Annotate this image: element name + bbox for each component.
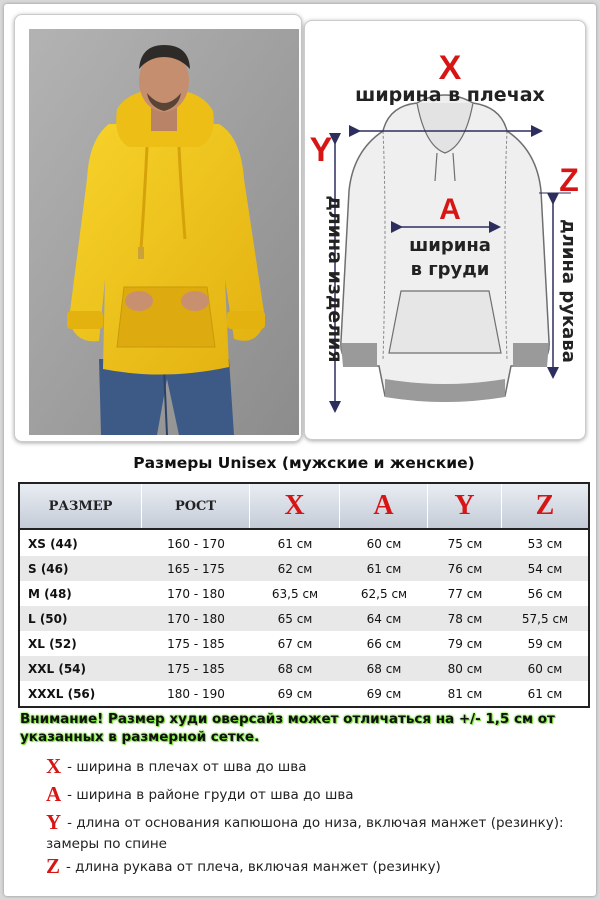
- z-letter: Z: [559, 162, 579, 198]
- table-row: [20, 606, 588, 631]
- legend-item-z: [46, 856, 566, 878]
- cell-y: 78 см: [447, 611, 483, 626]
- size-table-header: [20, 484, 588, 530]
- cell-y: 76 см: [447, 561, 483, 576]
- cell-size: XL (52): [28, 636, 77, 651]
- cell-height: 160 - 170: [167, 536, 225, 551]
- legend-x-text: - ширина в плечах от шва до шва: [67, 759, 307, 775]
- cell-height: 170 - 180: [167, 611, 225, 626]
- cell-z: 59 см: [527, 636, 563, 651]
- legend-item-y: [46, 812, 566, 855]
- cell-x: 61 см: [277, 536, 313, 551]
- model-photo-illustration: [29, 29, 299, 435]
- cell-z: 61 см: [527, 686, 563, 701]
- cell-z: 53 см: [527, 536, 563, 551]
- cell-size: XXXL (56): [28, 686, 96, 701]
- cell-y: 80 см: [447, 661, 483, 676]
- cell-x: 68 см: [277, 661, 313, 676]
- cell-height: 175 - 185: [167, 636, 225, 651]
- table-row: [20, 631, 588, 656]
- warning-note: Внимание! Размер худи оверсайз может отличаться на +/- 1,5 см от указанных в размерной сетке.: [20, 711, 555, 745]
- table-row: [20, 581, 588, 606]
- legend-y-mark: Y: [46, 810, 62, 834]
- cell-z: 54 см: [527, 561, 563, 576]
- a-caption-line2: в груди: [410, 259, 490, 280]
- y-letter: Y: [309, 131, 333, 169]
- x-letter: X: [438, 49, 462, 87]
- cell-a: 61 см: [366, 561, 402, 576]
- cell-size: XS (44): [28, 536, 78, 551]
- header-x: X: [250, 484, 340, 528]
- legend-y-text: - длина от основания капюшона до низа, включая манжет (резинку): замеры по спине: [46, 815, 564, 852]
- a-caption-line1: ширина: [409, 235, 491, 256]
- size-chart-title: Размеры Unisex (мужские и женские): [133, 454, 475, 472]
- cell-height: 170 - 180: [167, 586, 225, 601]
- cell-z: 56 см: [527, 586, 563, 601]
- legend-z-mark: Z: [46, 854, 61, 878]
- cell-x: 65 см: [277, 611, 313, 626]
- cell-z: 57,5 см: [521, 611, 569, 626]
- cell-y: 75 см: [447, 536, 483, 551]
- hoodie-measurement-diagram: [305, 21, 587, 441]
- photo-panel: [14, 14, 302, 442]
- cell-a: 60 см: [366, 536, 402, 551]
- cell-size: XXL (54): [28, 661, 86, 676]
- header-height: РОСТ: [142, 484, 250, 528]
- cell-x: 67 см: [277, 636, 313, 651]
- cell-size: M (48): [28, 586, 72, 601]
- x-caption: ширина в плечах: [355, 84, 545, 106]
- cell-a: 62,5 см: [360, 586, 408, 601]
- header-a: A: [340, 484, 428, 528]
- cell-x: 63,5 см: [271, 586, 319, 601]
- header-z: Z: [535, 490, 555, 521]
- cell-x: 69 см: [277, 686, 313, 701]
- cell-y: 77 см: [447, 586, 483, 601]
- cell-a: 68 см: [366, 661, 402, 676]
- cell-a: 64 см: [366, 611, 402, 626]
- cell-size: L (50): [28, 611, 68, 626]
- cell-a: 69 см: [366, 686, 402, 701]
- legend-x-mark: X: [46, 754, 62, 778]
- cell-y: 79 см: [447, 636, 483, 651]
- a-letter: A: [439, 193, 461, 226]
- y-caption: длина изделия: [324, 195, 346, 363]
- table-row: [20, 681, 588, 706]
- table-row: [20, 556, 588, 581]
- legend-item-x: [46, 756, 566, 778]
- cell-height: 180 - 190: [167, 686, 225, 701]
- table-row: [20, 656, 588, 681]
- header-y: Y: [428, 484, 502, 528]
- header-size: РАЗМЕР: [20, 484, 142, 528]
- legend-a-mark: A: [46, 782, 62, 806]
- legend-a-text: - ширина в районе груди от шва до шва: [67, 787, 354, 803]
- legend-item-a: [46, 784, 566, 806]
- table-row: [20, 531, 588, 556]
- cell-height: 175 - 185: [167, 661, 225, 676]
- cell-height: 165 - 175: [167, 561, 225, 576]
- cell-z: 60 см: [527, 661, 563, 676]
- cell-y: 81 см: [447, 686, 483, 701]
- cell-size: S (46): [28, 561, 69, 576]
- legend-z-text: - длина рукава от плеча, включая манжет (резинку): [66, 859, 441, 875]
- cell-x: 62 см: [277, 561, 313, 576]
- size-table: [18, 482, 590, 708]
- measurement-diagram-panel: [304, 20, 586, 440]
- size-chart-sheet: [4, 4, 596, 896]
- model-photo: [29, 29, 299, 435]
- cell-a: 66 см: [366, 636, 402, 651]
- z-caption: длина рукава: [558, 219, 579, 363]
